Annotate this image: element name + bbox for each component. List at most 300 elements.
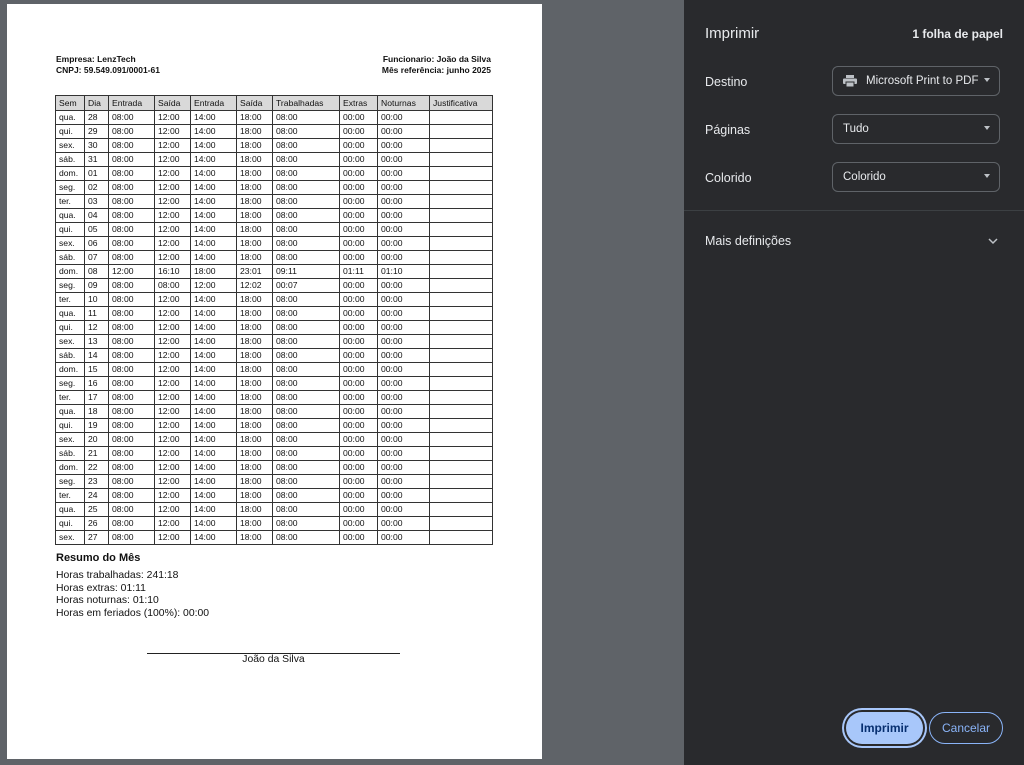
table-cell: 00:00: [378, 111, 430, 125]
table-cell: [430, 363, 493, 377]
chevron-down-icon[interactable]: [987, 236, 999, 246]
table-cell: 08:00: [109, 419, 155, 433]
table-cell: 08:00: [109, 461, 155, 475]
caret-down-icon: [984, 126, 990, 130]
table-cell: 14: [85, 349, 109, 363]
reference-month: Mês referência: junho 2025: [381, 65, 491, 75]
table-cell: 12:00: [155, 349, 191, 363]
table-cell: 12:00: [155, 321, 191, 335]
table-cell: 00:00: [340, 111, 378, 125]
table-cell: 08:00: [273, 447, 340, 461]
table-cell: 00:00: [340, 209, 378, 223]
table-cell: 28: [85, 111, 109, 125]
table-cell: sáb.: [56, 447, 85, 461]
table-cell: ter.: [56, 391, 85, 405]
table-cell: 00:00: [378, 503, 430, 517]
table-row: [56, 405, 493, 419]
table-row: [56, 251, 493, 265]
company-name: Empresa: LenzTech: [56, 54, 136, 64]
table-cell: 00:00: [378, 489, 430, 503]
table-cell: 12:00: [155, 251, 191, 265]
table-cell: 08:00: [109, 307, 155, 321]
table-cell: 14:00: [191, 111, 237, 125]
table-cell: 08:00: [109, 181, 155, 195]
table-cell: 00:00: [378, 321, 430, 335]
table-cell: [430, 195, 493, 209]
table-cell: 22: [85, 461, 109, 475]
table-cell: 12:00: [155, 223, 191, 237]
table-cell: 20: [85, 433, 109, 447]
table-cell: 08:00: [273, 251, 340, 265]
table-cell: 00:00: [340, 475, 378, 489]
table-cell: 14:00: [191, 209, 237, 223]
table-cell: 08:00: [109, 489, 155, 503]
table-cell: 18:00: [237, 405, 273, 419]
column-header: Justificativa: [430, 96, 493, 111]
table-cell: 08:00: [273, 391, 340, 405]
table-cell: qui.: [56, 517, 85, 531]
table-cell: [430, 293, 493, 307]
table-cell: 09:11: [273, 265, 340, 279]
table-row: [56, 391, 493, 405]
table-cell: [430, 419, 493, 433]
table-cell: 18:00: [237, 293, 273, 307]
table-cell: 24: [85, 489, 109, 503]
table-cell: 14:00: [191, 321, 237, 335]
table-cell: 17: [85, 391, 109, 405]
table-cell: 08:00: [273, 125, 340, 139]
table-cell: 00:00: [378, 125, 430, 139]
table-cell: [430, 461, 493, 475]
table-cell: 18:00: [237, 335, 273, 349]
company-cnpj: CNPJ: 59.549.091/0001-61: [56, 65, 160, 75]
table-cell: 15: [85, 363, 109, 377]
table-cell: 00:00: [340, 461, 378, 475]
table-cell: 14:00: [191, 335, 237, 349]
print-settings-panel: [684, 0, 1024, 765]
table-cell: dom.: [56, 363, 85, 377]
table-cell: 08:00: [273, 223, 340, 237]
table-cell: qui.: [56, 321, 85, 335]
table-cell: 18:00: [237, 419, 273, 433]
table-cell: [430, 447, 493, 461]
table-cell: [430, 489, 493, 503]
column-header: Dia: [85, 96, 109, 111]
table-cell: 00:00: [378, 293, 430, 307]
table-cell: 18:00: [237, 125, 273, 139]
table-cell: dom.: [56, 167, 85, 181]
table-cell: 00:00: [340, 279, 378, 293]
table-cell: sex.: [56, 433, 85, 447]
table-cell: 00:00: [378, 419, 430, 433]
table-cell: 08:00: [109, 237, 155, 251]
table-cell: qui.: [56, 125, 85, 139]
table-cell: 12:00: [155, 307, 191, 321]
table-cell: 00:00: [378, 209, 430, 223]
caret-down-icon: [984, 78, 990, 82]
table-cell: 08:00: [109, 433, 155, 447]
table-cell: 18:00: [237, 517, 273, 531]
table-cell: 00:00: [340, 363, 378, 377]
table-cell: 00:00: [340, 349, 378, 363]
table-cell: 00:00: [340, 195, 378, 209]
table-cell: 07: [85, 251, 109, 265]
table-cell: 12:00: [155, 461, 191, 475]
employee-name: Funcionario: João da Silva: [382, 54, 491, 64]
table-row: [56, 167, 493, 181]
summary-holiday-hours: Horas em feriados (100%): 00:00: [56, 607, 210, 619]
table-cell: 00:00: [378, 461, 430, 475]
table-cell: qui.: [56, 223, 85, 237]
table-cell: [430, 503, 493, 517]
table-row: [56, 335, 493, 349]
table-cell: 00:00: [378, 237, 430, 251]
table-cell: 08:00: [109, 475, 155, 489]
table-row: [56, 447, 493, 461]
table-cell: 14:00: [191, 433, 237, 447]
table-cell: 00:00: [340, 517, 378, 531]
table-cell: 00:00: [378, 307, 430, 321]
table-cell: 18:00: [237, 181, 273, 195]
table-cell: 08:00: [273, 503, 340, 517]
table-cell: 00:00: [340, 181, 378, 195]
table-cell: 08:00: [109, 321, 155, 335]
table-cell: 14:00: [191, 531, 237, 545]
table-cell: 12:00: [155, 195, 191, 209]
table-cell: 08:00: [109, 209, 155, 223]
table-cell: 18: [85, 405, 109, 419]
table-row: [56, 461, 493, 475]
table-cell: 08:00: [109, 503, 155, 517]
table-cell: sex.: [56, 335, 85, 349]
table-cell: 06: [85, 237, 109, 251]
table-cell: 12:00: [155, 475, 191, 489]
table-cell: 03: [85, 195, 109, 209]
table-row: [56, 517, 493, 531]
table-cell: 00:00: [340, 531, 378, 545]
table-cell: 00:00: [340, 405, 378, 419]
table-cell: 00:00: [378, 167, 430, 181]
table-cell: 14:00: [191, 363, 237, 377]
destination-label: Destino: [705, 75, 748, 89]
summary-worked-hours: Horas trabalhadas: 241:18: [56, 570, 179, 581]
table-cell: 12:00: [155, 447, 191, 461]
table-cell: 00:00: [340, 139, 378, 153]
table-cell: 00:00: [340, 251, 378, 265]
table-cell: 08:00: [109, 405, 155, 419]
table-cell: 18:00: [237, 307, 273, 321]
table-cell: 08:00: [109, 293, 155, 307]
table-cell: sex.: [56, 139, 85, 153]
table-cell: 12:00: [155, 517, 191, 531]
table-cell: 08:00: [273, 307, 340, 321]
table-cell: [430, 167, 493, 181]
table-row: [56, 181, 493, 195]
table-cell: 00:00: [340, 335, 378, 349]
table-cell: 18:00: [237, 139, 273, 153]
table-row: [56, 433, 493, 447]
table-cell: 08:00: [273, 419, 340, 433]
table-cell: 08:00: [109, 531, 155, 545]
table-row: [56, 209, 493, 223]
table-cell: 00:00: [378, 181, 430, 195]
table-cell: 14:00: [191, 447, 237, 461]
table-cell: 08:00: [109, 111, 155, 125]
table-cell: [430, 251, 493, 265]
table-cell: 14:00: [191, 125, 237, 139]
table-cell: 08:00: [273, 153, 340, 167]
table-cell: 14:00: [191, 405, 237, 419]
table-cell: 00:00: [340, 503, 378, 517]
table-cell: 00:00: [378, 433, 430, 447]
table-cell: sáb.: [56, 349, 85, 363]
table-row: [56, 349, 493, 363]
table-cell: 21: [85, 447, 109, 461]
table-cell: 14:00: [191, 461, 237, 475]
table-cell: 12:00: [155, 293, 191, 307]
table-cell: 19: [85, 419, 109, 433]
table-cell: 00:00: [378, 405, 430, 419]
table-cell: 00:00: [340, 293, 378, 307]
table-cell: 00:00: [340, 321, 378, 335]
table-cell: 18:00: [237, 433, 273, 447]
summary-extra-hours: Horas extras: 01:11: [56, 582, 146, 594]
table-cell: 29: [85, 125, 109, 139]
table-cell: 12:02: [237, 279, 273, 293]
table-row: [56, 293, 493, 307]
table-cell: dom.: [56, 265, 85, 279]
table-cell: 14:00: [191, 153, 237, 167]
table-cell: 00:00: [378, 139, 430, 153]
table-cell: 08:00: [109, 391, 155, 405]
table-cell: 08:00: [273, 531, 340, 545]
destination-select[interactable]: [832, 66, 1000, 96]
table-cell: [430, 321, 493, 335]
table-cell: 00:00: [340, 391, 378, 405]
pages-select[interactable]: [832, 114, 1000, 144]
table-cell: 08:00: [109, 335, 155, 349]
table-cell: [430, 125, 493, 139]
table-cell: 14:00: [191, 293, 237, 307]
table-cell: qua.: [56, 209, 85, 223]
table-cell: 08:00: [109, 125, 155, 139]
table-cell: 08:00: [273, 363, 340, 377]
table-cell: [430, 209, 493, 223]
table-cell: 08:00: [109, 517, 155, 531]
more-settings-toggle[interactable]: Mais definições: [705, 234, 792, 248]
table-cell: 18:00: [237, 321, 273, 335]
table-cell: [430, 223, 493, 237]
summary-night-hours: Horas noturnas: 01:10: [56, 595, 159, 607]
table-row: [56, 265, 493, 279]
table-cell: 08:00: [109, 153, 155, 167]
table-cell: 00:00: [378, 377, 430, 391]
table-cell: [430, 475, 493, 489]
table-cell: 12:00: [155, 181, 191, 195]
table-cell: 00:00: [378, 531, 430, 545]
table-cell: 08:00: [273, 377, 340, 391]
table-cell: ter.: [56, 293, 85, 307]
company-info: [56, 54, 160, 76]
table-cell: 12:00: [155, 139, 191, 153]
table-cell: 18:00: [237, 111, 273, 125]
table-cell: 00:00: [378, 153, 430, 167]
table-row: [56, 419, 493, 433]
table-cell: [430, 139, 493, 153]
table-cell: seg.: [56, 279, 85, 293]
table-cell: 00:00: [378, 335, 430, 349]
month-summary: [56, 552, 209, 620]
table-cell: 05: [85, 223, 109, 237]
cancel-button[interactable]: Cancelar: [929, 712, 1003, 744]
table-cell: qua.: [56, 307, 85, 321]
table-cell: 14:00: [191, 475, 237, 489]
table-row: [56, 531, 493, 545]
column-header: Trabalhadas: [273, 96, 340, 111]
table-cell: 08:00: [273, 111, 340, 125]
table-cell: 11: [85, 307, 109, 321]
table-cell: 30: [85, 139, 109, 153]
print-button[interactable]: Imprimir: [846, 712, 923, 744]
table-cell: 16: [85, 377, 109, 391]
table-cell: [430, 265, 493, 279]
table-cell: 14:00: [191, 181, 237, 195]
table-row: [56, 377, 493, 391]
table-cell: 08:00: [109, 363, 155, 377]
table-cell: 08:00: [109, 279, 155, 293]
table-cell: 00:00: [378, 447, 430, 461]
table-cell: 12:00: [155, 405, 191, 419]
table-cell: 18:00: [237, 349, 273, 363]
table-cell: 12:00: [155, 363, 191, 377]
table-cell: [430, 181, 493, 195]
table-cell: 26: [85, 517, 109, 531]
column-header: Saída: [237, 96, 273, 111]
table-cell: 00:00: [378, 279, 430, 293]
table-cell: 00:00: [378, 391, 430, 405]
column-header: Entrada: [191, 96, 237, 111]
table-cell: 18:00: [237, 461, 273, 475]
column-header: Sem: [56, 96, 85, 111]
table-cell: 27: [85, 531, 109, 545]
table-cell: 04: [85, 209, 109, 223]
table-row: [56, 321, 493, 335]
table-cell: 02: [85, 181, 109, 195]
table-cell: 14:00: [191, 503, 237, 517]
color-label: Colorido: [705, 171, 752, 185]
table-cell: 08:00: [273, 335, 340, 349]
table-cell: 08:00: [109, 377, 155, 391]
table-cell: 18:00: [237, 363, 273, 377]
table-cell: 00:07: [273, 279, 340, 293]
table-cell: 08:00: [273, 195, 340, 209]
table-cell: 14:00: [191, 349, 237, 363]
table-cell: 00:00: [378, 475, 430, 489]
table-cell: 18:00: [237, 503, 273, 517]
table-cell: 14:00: [191, 517, 237, 531]
table-cell: 12:00: [155, 335, 191, 349]
table-cell: 00:00: [340, 167, 378, 181]
table-cell: 12:00: [155, 391, 191, 405]
table-row: [56, 363, 493, 377]
table-row: [56, 153, 493, 167]
table-row: [56, 111, 493, 125]
table-cell: 08:00: [273, 167, 340, 181]
table-row: [56, 237, 493, 251]
table-cell: 01: [85, 167, 109, 181]
panel-title: Imprimir: [705, 25, 760, 42]
table-cell: 18:00: [237, 153, 273, 167]
table-cell: 08:00: [273, 461, 340, 475]
pages-value: Tudo: [843, 123, 869, 135]
column-header: Entrada: [109, 96, 155, 111]
table-cell: 00:00: [340, 237, 378, 251]
table-cell: 00:00: [340, 489, 378, 503]
table-cell: 18:00: [237, 489, 273, 503]
table-cell: 14:00: [191, 195, 237, 209]
table-cell: ter.: [56, 195, 85, 209]
sheet-count: 1 folha de papel: [912, 27, 1003, 41]
table-cell: 18:00: [237, 237, 273, 251]
table-cell: [430, 153, 493, 167]
table-cell: 00:00: [378, 349, 430, 363]
table-cell: 08:00: [273, 405, 340, 419]
table-cell: 25: [85, 503, 109, 517]
table-cell: 18:00: [237, 531, 273, 545]
table-cell: seg.: [56, 377, 85, 391]
table-cell: 01:11: [340, 265, 378, 279]
color-select[interactable]: [832, 162, 1000, 192]
table-cell: [430, 531, 493, 545]
table-cell: 00:00: [340, 223, 378, 237]
table-row: [56, 125, 493, 139]
table-cell: 01:10: [378, 265, 430, 279]
table-cell: 08:00: [273, 349, 340, 363]
table-cell: seg.: [56, 475, 85, 489]
table-cell: 14:00: [191, 237, 237, 251]
table-cell: 14:00: [191, 391, 237, 405]
table-cell: 00:00: [378, 223, 430, 237]
table-cell: 08: [85, 265, 109, 279]
table-cell: 14:00: [191, 377, 237, 391]
table-cell: sáb.: [56, 251, 85, 265]
table-cell: 18:00: [237, 195, 273, 209]
pages-label: Páginas: [705, 123, 751, 137]
panel-divider: [684, 210, 1024, 211]
table-cell: 14:00: [191, 489, 237, 503]
table-cell: qui.: [56, 419, 85, 433]
table-body: [56, 111, 493, 545]
table-cell: 18:00: [237, 391, 273, 405]
table-cell: [430, 405, 493, 419]
table-cell: 08:00: [155, 279, 191, 293]
employee-info: [382, 54, 491, 76]
table-cell: ter.: [56, 489, 85, 503]
summary-title: Resumo do Mês: [56, 552, 141, 564]
table-cell: 00:00: [378, 517, 430, 531]
column-header: Saída: [155, 96, 191, 111]
table-cell: 08:00: [109, 139, 155, 153]
table-row: [56, 475, 493, 489]
table-cell: 00:00: [340, 419, 378, 433]
table-cell: 08:00: [273, 293, 340, 307]
table-cell: 08:00: [273, 517, 340, 531]
table-cell: [430, 349, 493, 363]
preview-page: [7, 4, 542, 759]
table-cell: qua.: [56, 503, 85, 517]
table-row: [56, 307, 493, 321]
table-cell: 18:00: [237, 209, 273, 223]
